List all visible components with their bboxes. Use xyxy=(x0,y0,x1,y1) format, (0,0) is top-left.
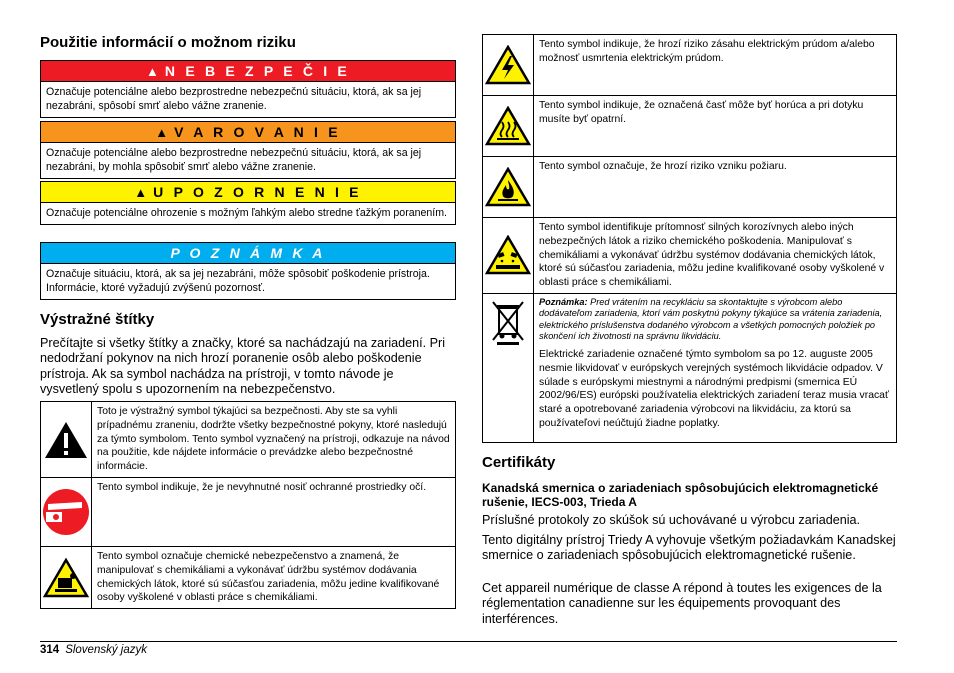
symbol-description: Tento symbol označuje, že hrozí riziko vzniku požiaru. xyxy=(534,157,897,218)
table-row xyxy=(483,293,897,442)
warning-triangle-icon: ▲ xyxy=(146,63,159,79)
caution-label: U P O Z O R N E N I E xyxy=(153,184,362,200)
warning-header xyxy=(41,122,455,143)
hot-surface-icon xyxy=(483,96,534,157)
corrosive-icon xyxy=(483,218,534,294)
warning-label: V A R O V A N I E xyxy=(174,124,341,140)
weee-description xyxy=(534,293,897,442)
symbol-description: Tento symbol označuje chemické nebezpečenstvo a znamená, že manipulovať s chemikáliami a vykonávať údržbu systémov dodávania chemických látok, ktoré sú súčasťou zariadenia, môžu jedine kvalifikované osoby vyškolené v oblasti práce s chemikáliami. xyxy=(92,547,456,609)
right-symbol-table xyxy=(482,34,897,443)
note-label: Poznámka: xyxy=(539,296,588,307)
crossed-bin-icon xyxy=(483,293,534,442)
warning-text: Označuje potenciálne alebo bezprostredne nebezpečnú situáciu, ktorá, ak sa jej nezabráni, by mohla spôsobiť smrť alebo vážne zranenie. xyxy=(46,147,422,173)
page-number: 314 xyxy=(40,644,60,656)
weee-note xyxy=(539,297,891,343)
note-text: Pred vrátením na recykláciu sa skontaktujte s výrobcom alebo dodávateľom zariadenia, ktorí vám poskytnú pokyny týkajúce sa vrátenia zariadenia, elektrického príslušenstva dodaného výrobcom a všetkých pomocných položiek po skončení ich životnosti na správnu likvidáciu. xyxy=(539,296,883,342)
fire-hazard-icon xyxy=(483,157,534,218)
footer-divider xyxy=(40,641,897,642)
symbol-description: Tento symbol indikuje, že hrozí riziko zásahu elektrickým prúdom a/alebo možnosť usmrtenia elektrickým prúdom. xyxy=(534,35,897,96)
warning-box xyxy=(40,121,456,179)
caution-header xyxy=(41,182,455,203)
hazard-info-heading: Použitie informácií o možnom riziku xyxy=(40,34,296,51)
table-row xyxy=(483,35,897,96)
notice-label: P O Z N Á M K A xyxy=(170,245,326,261)
warning-triangle-icon: ▲ xyxy=(155,124,169,140)
danger-header xyxy=(41,61,455,82)
footer-language: Slovenský jazyk xyxy=(65,644,147,656)
cert-subheading: Kanadská smernica o zariadeniach spôsobujúcich elektromagnetické rušenie, IECS-003, Trieda A xyxy=(482,481,879,509)
table-row xyxy=(483,157,897,218)
left-symbol-table xyxy=(40,401,456,609)
electric-shock-icon xyxy=(483,35,534,96)
danger-box xyxy=(40,60,456,118)
table-row xyxy=(41,547,456,609)
symbol-description: Tento symbol indikuje, že označená časť môže byť horúca a pri dotyku musíte byť opatrní. xyxy=(534,96,897,157)
labels-heading: Výstražné štítky xyxy=(40,311,155,328)
caution-box xyxy=(40,181,456,225)
eye-protection-icon xyxy=(41,478,92,547)
table-row xyxy=(483,218,897,294)
table-row xyxy=(483,96,897,157)
danger-text: Označuje potenciálne alebo bezprostredne nebezpečnú situáciu, ktorá, ak sa jej nezabráni, spôsobí smrť alebo vážne zranenie. xyxy=(46,86,422,112)
exclamation-triangle-icon xyxy=(41,402,92,478)
symbol-description: Toto je výstražný symbol týkajúci sa bezpečnosti. Aby ste sa vyhli prípadnému zraneniu, dodržte všetky bezpečnostné pokyny, ktoré nasledujú za týmto symbolom. Tento symbol vyznačený na prístroji, odkazuje na návod na použitie, kde nájdete informácie o prevádzke alebo bezpečnostné informácie. xyxy=(92,402,456,478)
weee-text: Elektrické zariadenie označené týmto symbolom sa po 12. auguste 2005 nesmie likvidovať v európskych verejných systémoch likvidácie odpadov. V súlade s európskymi miestnymi a národnými predpismi (smernica EÚ 2002/96/ES) európski používatelia elektrických zariadení teraz musia vracať staré a opotrebované zariadenia výrobcovi na likvidáciu, za ktorú sa používateľovi neúčtujú žiadne poplatky. xyxy=(539,348,889,429)
warning-triangle-icon: ▲ xyxy=(134,184,148,200)
table-row xyxy=(41,402,456,478)
labels-paragraph: Prečítajte si všetky štítky a značky, ktoré sa nachádzajú na zariadení. Pri nedodržaní pokynov na nich hrozí poranenie osôb alebo poškodenie prístroja. Ak sa symbol nachádza na prístroji, v tomto návode je vysvetlený spolu s upozornením na nebezpečenstvo. xyxy=(40,336,446,396)
cert-paragraph-2: Tento digitálny prístroj Triedy A vyhovuje všetkým požiadavkám Kanadskej smernice o zariadeniach spôsobujúcich elektromagnetické rušenie. xyxy=(482,533,896,563)
page-footer xyxy=(40,644,147,656)
danger-label: N E B E Z P E Č I E xyxy=(164,63,350,79)
table-row xyxy=(41,478,456,547)
cert-paragraph-1: Príslušné protokoly zo skúšok sú uchovávané u výrobcu zariadenia. xyxy=(482,513,861,527)
chemical-hazard-icon xyxy=(41,547,92,609)
notice-box xyxy=(40,242,456,300)
notice-text: Označuje situáciu, ktorá, ak sa jej nezabráni, môže spôsobiť poškodenie prístroja. Informácie, ktoré vyžadujú zvýšenú pozornosť. xyxy=(46,268,430,294)
cert-paragraph-3: Cet appareil numérique de classe A répond à toutes les exigences de la réglementation canadienne sur les équipements provoquant des interférences. xyxy=(482,581,882,626)
certificates-heading: Certifikáty xyxy=(482,454,556,471)
symbol-description: Tento symbol indikuje, že je nevyhnutné nosiť ochranné prostriedky očí. xyxy=(92,478,456,547)
notice-header xyxy=(41,243,455,264)
caution-text: Označuje potenciálne ohrozenie s možným ľahkým alebo stredne ťažkým poranením. xyxy=(46,207,448,219)
symbol-description: Tento symbol identifikuje prítomnosť silných korozívnych alebo iných nebezpečných látok a riziko chemického poškodenia. Manipulovať s chemikáliami a vykonávať údržbu systémov dodávania chemických látok, ktoré sú súčasťou zariadenia, môžu jedine kvalifikované osoby vyškolené v oblasti práce s chemikáliami. xyxy=(534,218,897,294)
